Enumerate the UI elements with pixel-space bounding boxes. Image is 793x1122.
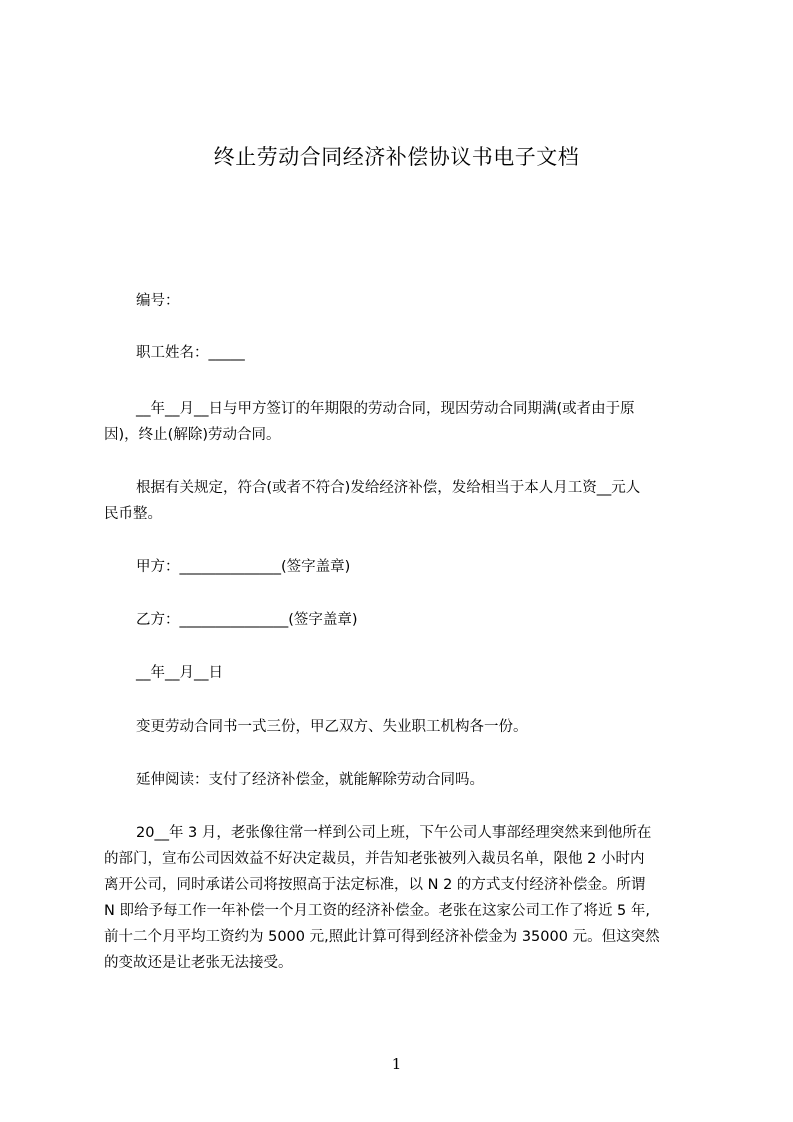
page-number: 1 bbox=[391, 1055, 402, 1073]
contract-paragraph-line: 因)，终止(解除)劳动合同。 bbox=[104, 427, 281, 443]
contract-paragraph bbox=[104, 396, 698, 448]
story-paragraph-line: 20__年 3 月，老张像往常一样到公司上班，下午公司人事部经理突然来到他所在 bbox=[136, 825, 652, 841]
compensation-paragraph-line: 民币整。 bbox=[104, 506, 162, 522]
party-a-signature-line: 甲方：______________(签字盖章) bbox=[136, 559, 351, 575]
compensation-paragraph bbox=[104, 475, 698, 527]
document-title: 终止劳动合同经济补偿协议书电子文档 bbox=[213, 145, 580, 169]
serial-number-label: 编号： bbox=[136, 293, 180, 309]
story-paragraph-line: 的变故还是让老张无法接受。 bbox=[104, 955, 293, 971]
story-paragraph bbox=[104, 820, 698, 976]
extended-reading-heading: 延伸阅读：支付了经济补偿金，就能解除劳动合同吗。 bbox=[136, 772, 484, 788]
story-paragraph-line: 的部门，宣布公司因效益不好决定裁员，并告知老张被列入裁员名单，限他 2 小时内 bbox=[104, 851, 645, 867]
date-line: __年__月__日 bbox=[136, 665, 223, 681]
story-paragraph-line: 前十二个月平均工资约为 5000 元,照此计算可得到经济补偿金为 35000 元。但这突然 bbox=[104, 929, 660, 945]
party-b-signature-line: 乙方：_______________(签字盖章) bbox=[136, 612, 358, 628]
story-paragraph-line: 离开公司，同时承诺公司将按照高于法定标准，以 N 2 的方式支付经济补偿金。所谓 bbox=[104, 877, 646, 893]
compensation-paragraph-line: 根据有关规定，符合(或者不符合)发给经济补偿，发给相当于本人月工资__元人 bbox=[136, 480, 641, 496]
story-paragraph-line: N 即给予每工作一年补偿一个月工资的经济补偿金。老张在这家公司工作了将近 5 年, bbox=[104, 903, 651, 919]
copies-statement: 变更劳动合同书一式三份，甲乙双方、失业职工机构各一份。 bbox=[136, 719, 528, 735]
contract-paragraph-line: __年__月__日与甲方签订的年期限的劳动合同，现因劳动合同期满(或者由于原 bbox=[136, 401, 635, 417]
employee-name-line: 职工姓名：_____ bbox=[136, 345, 245, 361]
